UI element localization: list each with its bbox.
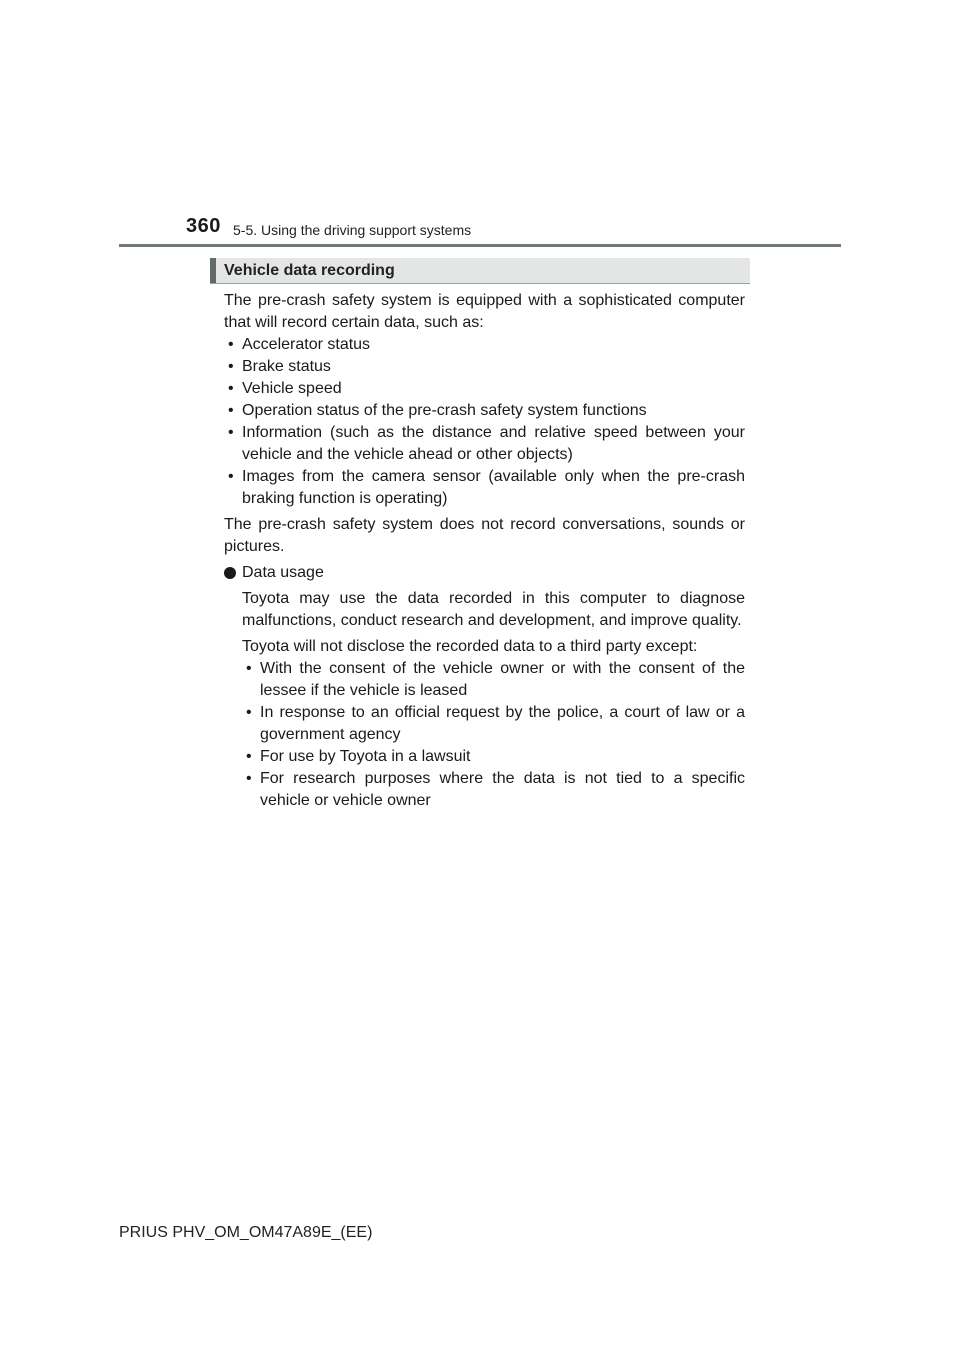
list-item-text: Brake status	[242, 358, 331, 375]
list-item	[224, 400, 745, 422]
section-heading-label: Vehicle data recording	[224, 262, 395, 279]
bullet-icon: •	[246, 770, 252, 787]
bullet-icon: •	[246, 660, 252, 677]
list-item	[224, 466, 745, 510]
list-item-text: In response to an official request by the police, a court of law or a government agency	[260, 704, 745, 743]
section-content	[224, 290, 745, 812]
list-item	[242, 746, 745, 768]
bullet-icon: •	[228, 358, 234, 375]
list-item-text: Vehicle speed	[242, 380, 342, 397]
bullet-icon: •	[246, 704, 252, 721]
header-divider	[119, 244, 841, 247]
bullet-icon: •	[228, 468, 234, 485]
bullet-icon: •	[228, 424, 234, 441]
bullet-icon: •	[228, 402, 234, 419]
list-item	[224, 422, 745, 466]
bullet-icon: •	[228, 336, 234, 353]
section-heading	[210, 258, 750, 284]
bullet-icon: •	[246, 748, 252, 765]
intro-paragraph: The pre-crash safety system is equipped with a sophisticated computer that will record certain data, such as:	[224, 292, 745, 331]
document-id-footer: PRIUS PHV_OM_OM47A89E_(EE)	[119, 1224, 373, 1241]
list-item-text: For research purposes where the data is not tied to a specific vehicle or vehicle owner	[260, 770, 745, 809]
list-item-text: Operation status of the pre-crash safety system functions	[242, 402, 647, 419]
list-item	[242, 658, 745, 702]
not-recorded-paragraph: The pre-crash safety system does not record conversations, sounds or pictures.	[224, 516, 745, 555]
heading-accent-bar	[210, 258, 216, 283]
list-item	[224, 334, 745, 356]
bullet-icon: •	[228, 380, 234, 397]
list-item-text: Accelerator status	[242, 336, 371, 353]
data-usage-body	[224, 588, 745, 812]
list-item-text: Information (such as the distance and relative speed between your vehicle and the vehicle ahead or other objects)	[242, 424, 745, 463]
filled-circle-icon	[224, 567, 236, 579]
exceptions-list	[242, 658, 745, 812]
list-item	[242, 768, 745, 812]
list-item	[224, 356, 745, 378]
page-number: 360	[186, 215, 221, 237]
list-item-text: For use by Toyota in a lawsuit	[260, 748, 471, 765]
list-item	[224, 378, 745, 400]
list-item-text: Images from the camera sensor (available only when the pre-crash braking function is operating)	[242, 468, 745, 507]
section-title: 5-5. Using the driving support systems	[233, 222, 472, 238]
data-usage-paragraph-1: Toyota may use the data recorded in this computer to diagnose malfunctions, conduct research and development, and improve quality.	[242, 590, 745, 629]
recorded-items-list	[224, 334, 745, 510]
data-usage-paragraph-2: Toyota will not disclose the recorded data to a third party except:	[242, 638, 698, 655]
data-usage-heading	[224, 562, 745, 584]
list-item-text: With the consent of the vehicle owner or with the consent of the lessee if the vehicle is leased	[260, 660, 745, 699]
list-item	[242, 702, 745, 746]
data-usage-heading-text: Data usage	[242, 564, 324, 581]
